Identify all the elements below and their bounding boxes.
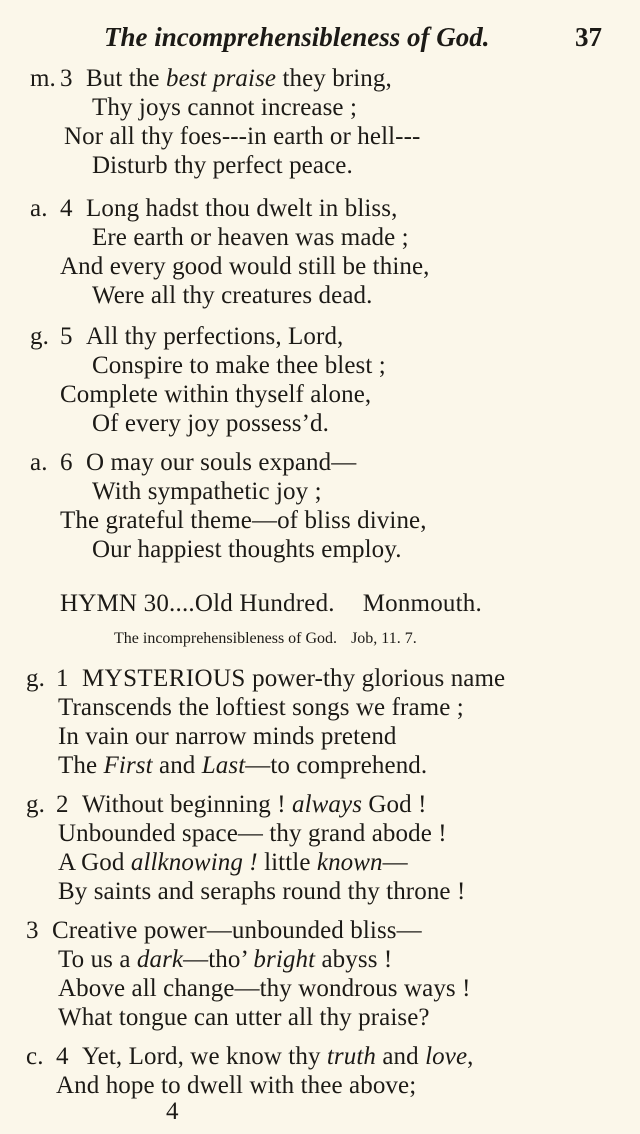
verse-italic-text: known bbox=[316, 849, 383, 876]
verse-text: O may our souls expand— bbox=[86, 449, 357, 476]
verse-line bbox=[60, 506, 427, 536]
verse-text: All thy perfections, Lord, bbox=[86, 323, 344, 350]
verse-line bbox=[92, 281, 373, 311]
verse-line bbox=[30, 64, 392, 94]
verse-text: Were all thy creatures dead. bbox=[92, 282, 373, 309]
verse-text: Long hadst thou dwelt in bliss, bbox=[86, 195, 398, 222]
stanza-number: 4 bbox=[60, 195, 73, 222]
verse-capital-text: MYSTERIOUS bbox=[82, 665, 246, 692]
hymn-tune: Monmouth. bbox=[362, 590, 482, 617]
scripture-reference: Job, 11. 7. bbox=[351, 630, 417, 647]
verse-line bbox=[92, 93, 357, 123]
dynamics-mark: a. bbox=[30, 449, 48, 476]
verse-line bbox=[92, 477, 322, 507]
verse-line bbox=[92, 223, 409, 253]
verse-line bbox=[92, 535, 402, 565]
verse-line bbox=[92, 409, 329, 439]
stanza-number: 3 bbox=[60, 65, 73, 92]
verse-italic-text: truth bbox=[326, 1043, 377, 1070]
verse-text: Without beginning ! bbox=[82, 791, 292, 818]
verse-line bbox=[26, 1042, 474, 1072]
stanza-number: 4 bbox=[56, 1043, 69, 1070]
verse-text: Above all change—thy wondrous ways ! bbox=[58, 975, 471, 1002]
hymn-subtitle-line bbox=[114, 630, 417, 648]
stanza-number: 3 bbox=[26, 917, 39, 944]
verse-italic-text: Last bbox=[201, 752, 246, 779]
verse-text: Complete within thyself alone, bbox=[60, 381, 372, 408]
stanza-number: 1 bbox=[56, 665, 69, 692]
stanza-number: 2 bbox=[56, 791, 69, 818]
verse-text: abyss ! bbox=[315, 946, 393, 973]
verse-line bbox=[58, 974, 471, 1004]
verse-text: —to comprehend. bbox=[245, 752, 428, 779]
verse-text: Creative power—unbounded bliss— bbox=[52, 917, 422, 944]
verse-text: But the bbox=[86, 65, 166, 92]
verse-line bbox=[58, 1003, 430, 1033]
verse-line bbox=[58, 693, 464, 723]
verse-line bbox=[58, 945, 392, 975]
verse-text: By saints and seraphs round thy throne ! bbox=[58, 878, 466, 905]
verse-text: Thy joys cannot increase ; bbox=[92, 94, 358, 121]
verse-italic-text: love bbox=[425, 1043, 468, 1070]
verse-text: little bbox=[257, 849, 317, 876]
verse-text: The grateful theme—of bliss divine, bbox=[60, 507, 427, 534]
verse-line bbox=[26, 790, 427, 820]
verse-line bbox=[92, 151, 353, 181]
running-header-title: The incomprehensibleness of God. bbox=[104, 22, 490, 52]
verse-italic-text: allknowing ! bbox=[130, 849, 258, 876]
verse-text: And every good would still be thine, bbox=[60, 253, 430, 280]
verse-text: Nor all thy foes---in earth or hell--- bbox=[64, 123, 421, 150]
verse-text: and bbox=[152, 752, 202, 779]
stanza-number: 6 bbox=[60, 449, 73, 476]
verse-text: Disturb thy perfect peace. bbox=[92, 152, 353, 179]
verse-text: Yet, Lord, we know thy bbox=[82, 1043, 327, 1070]
dynamics-mark: g. bbox=[26, 665, 45, 692]
verse-line bbox=[26, 916, 422, 946]
verse-italic-text: best praise bbox=[165, 65, 277, 92]
verse-line bbox=[30, 322, 343, 352]
verse-italic-text: always bbox=[292, 791, 363, 818]
verse-text: What tongue can utter all thy praise? bbox=[58, 1004, 430, 1031]
verse-line bbox=[58, 819, 447, 849]
verse-line bbox=[56, 1071, 416, 1101]
verse-text: power-thy glorious name bbox=[245, 665, 506, 692]
verse-text: Conspire to make thee blest ; bbox=[92, 352, 386, 379]
verse-text: A God bbox=[58, 849, 131, 876]
verse-text: Of every joy possess’d. bbox=[92, 410, 329, 437]
verse-text: Ere earth or heaven was made ; bbox=[92, 224, 409, 251]
dynamics-mark: c. bbox=[26, 1043, 44, 1070]
dynamics-mark: g. bbox=[26, 791, 45, 818]
verse-line bbox=[58, 877, 465, 907]
dynamics-mark: m. bbox=[30, 65, 56, 92]
verse-text: — bbox=[382, 849, 408, 876]
verse-text: To us a bbox=[58, 946, 137, 973]
verse-line bbox=[58, 751, 427, 781]
verse-italic-text: bright bbox=[253, 946, 316, 973]
verse-line bbox=[92, 351, 386, 381]
verse-text: And hope to dwell with thee above; bbox=[56, 1072, 417, 1099]
verse-italic-text: First bbox=[103, 752, 153, 779]
verse-text: Our happiest thoughts employ. bbox=[92, 536, 402, 563]
verse-text: Unbounded space— thy grand abode ! bbox=[58, 820, 447, 847]
page-number: 37 bbox=[575, 22, 602, 52]
verse-text: , bbox=[467, 1043, 474, 1070]
verse-line bbox=[58, 848, 408, 878]
verse-text: —tho’ bbox=[183, 946, 254, 973]
verse-italic-text: dark bbox=[136, 946, 184, 973]
verse-line bbox=[58, 722, 397, 752]
verse-text: In vain our narrow minds pretend bbox=[58, 723, 397, 750]
verse-text: and bbox=[376, 1043, 426, 1070]
verse-text: God ! bbox=[362, 791, 427, 818]
verse-line bbox=[30, 194, 397, 224]
verse-text: Transcends the loftiest songs we frame ; bbox=[58, 694, 464, 721]
hymn-subtitle: The incomprehensibleness of God. bbox=[114, 630, 338, 647]
stanza-number: 5 bbox=[60, 323, 73, 350]
verse-line bbox=[60, 380, 371, 410]
verse-text: The bbox=[58, 752, 104, 779]
verse-line bbox=[26, 664, 505, 694]
verse-line bbox=[64, 122, 420, 152]
hymn-heading bbox=[60, 590, 482, 618]
verse-text: With sympathetic joy ; bbox=[92, 478, 322, 505]
verse-line bbox=[60, 252, 430, 282]
dynamics-mark: a. bbox=[30, 195, 48, 222]
running-header bbox=[104, 22, 604, 58]
verse-line bbox=[30, 448, 356, 478]
dynamics-mark: g. bbox=[30, 323, 49, 350]
signature-mark: 4 bbox=[166, 1098, 179, 1125]
verse-text: they bring, bbox=[276, 65, 392, 92]
hymn-title: HYMN 30....Old Hundred. bbox=[60, 590, 335, 617]
